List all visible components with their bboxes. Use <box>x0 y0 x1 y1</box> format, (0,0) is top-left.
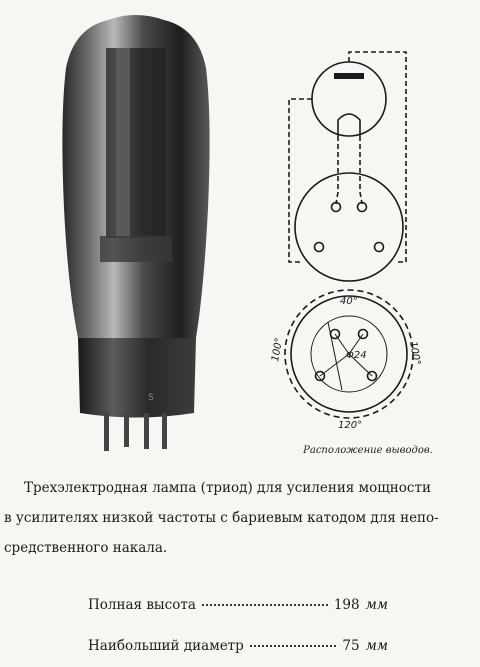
angle-left-label: 100° <box>270 336 286 363</box>
pinout-diagram <box>256 42 472 442</box>
dot-leader <box>202 604 328 606</box>
description-line: в усилителях низкой частоты с бариевым катодом для непо- <box>4 510 439 526</box>
description-paragraph <box>4 473 470 563</box>
pin-circle-diameter-label: Φ24 <box>346 350 367 361</box>
angle-right-label: 100° <box>407 340 423 367</box>
spec-unit: мм <box>365 597 388 613</box>
spec-value: 75 <box>342 638 360 654</box>
spec-label: Полная высота <box>88 597 196 613</box>
figure-caption: Расположение выводов. <box>303 445 433 456</box>
svg-text:S: S <box>148 393 154 403</box>
spec-unit: мм <box>365 638 388 654</box>
spec-value: 198 <box>333 597 360 613</box>
spec-row-max-diameter <box>88 638 388 654</box>
angle-bottom-label: 120° <box>338 420 363 431</box>
description-line: Трехэлектродная лампа (триод) для усиления мощности <box>24 480 431 496</box>
angle-top-label: 40° <box>340 296 358 307</box>
socket-outline <box>295 173 403 281</box>
spec-label: Наибольший диаметр <box>88 638 244 654</box>
vacuum-tube-photo <box>48 8 224 456</box>
description-line: средственного накала. <box>4 540 168 556</box>
dot-leader <box>250 645 337 647</box>
spec-row-total-height <box>88 597 388 613</box>
